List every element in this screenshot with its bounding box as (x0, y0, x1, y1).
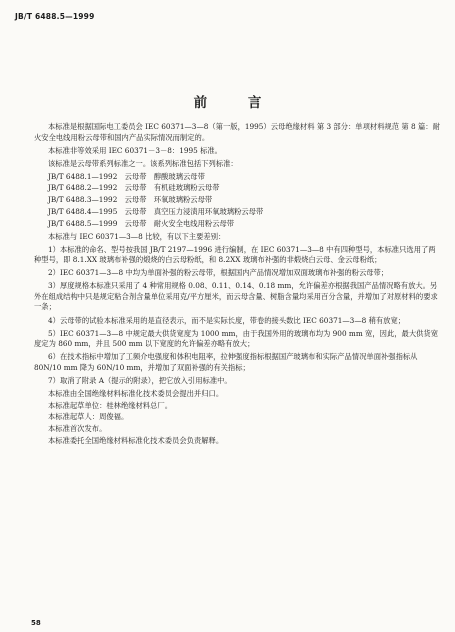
paragraph-equivalence: 本标准非等效采用 IEC 60371－3－8：1995 标准。 (48, 145, 222, 155)
document-body (34, 122, 442, 449)
page-title: 前 言 (193, 95, 280, 111)
standard-header: JB/T 6488.5—1999 (15, 12, 95, 21)
difference-item-1: 1）本标准的命名、型号按我国 JB/T 2197—1996 进行编制，在 IEC 60371—3—8 中有四种型号，本标准只选用了两种型号，即 8.1.XX 玻璃布补强的煅烧的白云母粉纸，和 8.2XX 玻璃布补强的非煅烧白云母、金云母粉纸； (34, 244, 436, 265)
paragraph-proposer: 本标准由全国绝缘材料标准化技术委员会提出并归口。 (48, 388, 224, 398)
paragraph-interpretation: 本标准委托全国绝缘材料标准化技术委员会负责解释。 (48, 435, 224, 445)
paragraph-drafting-unit: 本标准起草单位：桂林绝缘材料总厂。 (48, 400, 173, 410)
difference-item-3: 3）厚度规格本标准只采用了 4 种常用规格 0.08、0.11、0.14、0.18 mm，允许偏差亦根据我国产品情况略有放大。另外在组成结构中只是规定粘合剂含量单位采用克/平方厘米，而云母含量、树脂含量均采用百分含量，并增加了对原材料的要求一条； (34, 281, 438, 312)
page-number: 58 (31, 619, 41, 627)
paragraph-drafter: 本标准起草人：周俊福。 (48, 412, 129, 422)
difference-item-6: 6）在技术指标中增加了工频介电强度和体积电阻率，拉伸强度指标根据国产玻璃布和实际产品情况单面补强指标从 80N/10 mm 降为 60N/10 mm，并增加了双面补强的有关指标； (34, 352, 420, 372)
difference-item-2: 2）IEC 60371—3—8 中均为单面补强的粉云母带，根据国内产品情况增加双面玻璃布补强的粉云母带； (48, 268, 389, 278)
series-item-2: JB/T 6488.2—1992 云母带 有机硅玻璃粉云母带 (48, 183, 220, 193)
difference-item-4: 4）云母带的试验本标准采用的是直径表示，而不是实际长度，带卷的接头数比 IEC 60371—3—8 稍有放宽； (48, 315, 406, 325)
difference-item-7: 7）取消了附录 A（提示的附录），把它放入引用标准中。 (48, 375, 232, 385)
series-item-5: JB/T 6488.5—1999 云母带 耐火安全电线用粉云母带 (48, 218, 235, 228)
paragraph-differences: 本标准与 IEC 60371—3—8 比较，有以下主要差别： (48, 231, 226, 241)
difference-item-5: 5）IEC 60371—3—8 中规定最大供货宽度为 1000 mm，由于我国外用的玻璃布均为 900 mm 宽，因此，最大供货宽度定为 860 mm，并且 500 mm 以下宽度的允许偏差亦略有放大； (34, 328, 439, 349)
series-item-3: JB/T 6488.3—1992 云母带 环氧玻璃粉云母带 (48, 195, 213, 205)
paragraph-series: 该标准是云母带系列标准之一。该系列标准包括下列标准： (48, 158, 238, 168)
series-item-4: JB/T 6488.4—1995 云母带 真空压力浸渍用环氧玻璃粉云母带 (48, 206, 264, 216)
series-item-1: JB/T 6488.1—1992 云母带 醇酸玻璃云母带 (48, 171, 205, 181)
paragraph-intro: 本标准是根据国际电工委员会 IEC 60371—3—8（第一版，1995）云母绝缘材料 第 3 部分：单项材料规范 第 8 篇：耐火安全电线用粉云母带和国内产品实际情况而制定的。 (34, 122, 440, 142)
paragraph-first-release: 本标准首次发布。 (48, 423, 107, 433)
